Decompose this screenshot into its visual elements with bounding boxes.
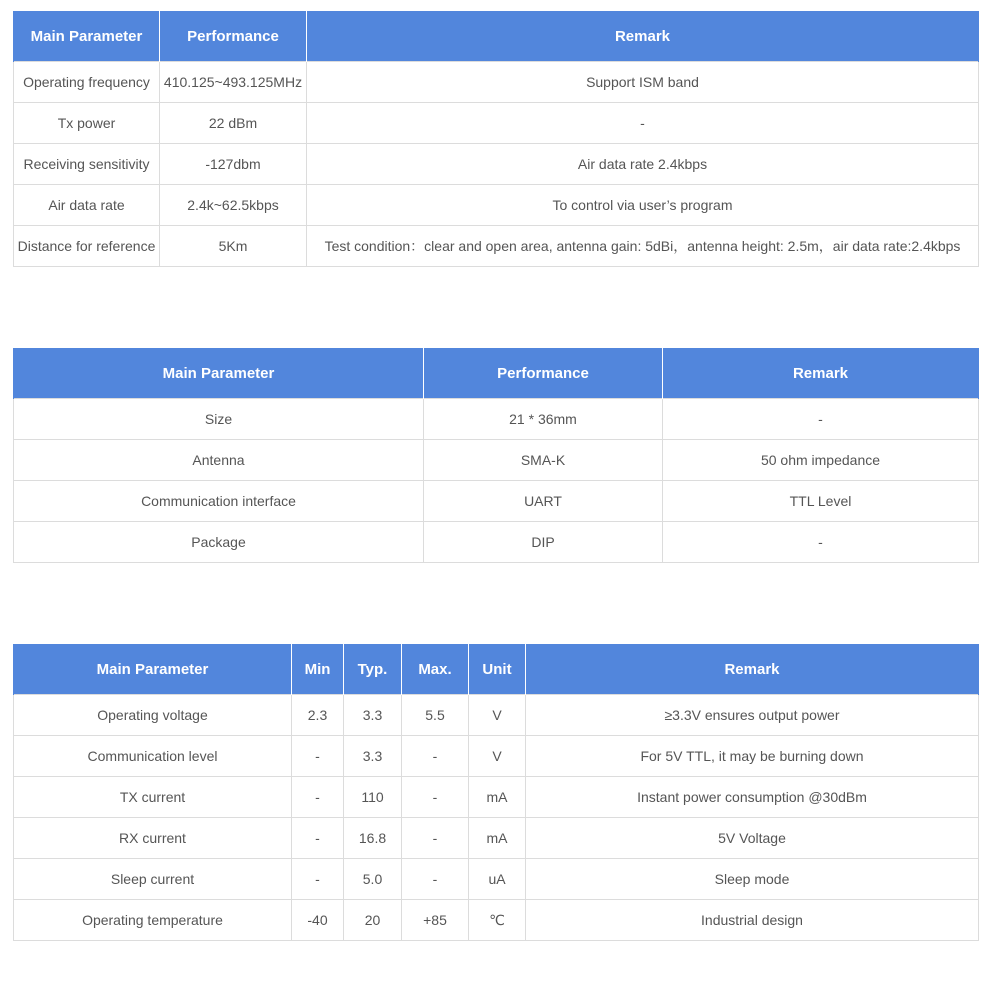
cell-parameter: Operating frequency bbox=[14, 62, 160, 103]
cell-performance: 2.4k~62.5kbps bbox=[160, 185, 307, 226]
header-remark: Remark bbox=[307, 11, 979, 62]
cell-parameter: Communication level bbox=[14, 736, 292, 777]
cell-performance: 410.125~493.125MHz bbox=[160, 62, 307, 103]
table-header-row bbox=[14, 644, 979, 695]
cell-parameter: Sleep current bbox=[14, 859, 292, 900]
table-row bbox=[14, 399, 979, 440]
header-main-parameter: Main Parameter bbox=[14, 348, 424, 399]
cell-remark: Instant power consumption @30dBm bbox=[526, 777, 979, 818]
cell-typ: 16.8 bbox=[344, 818, 402, 859]
cell-min: - bbox=[292, 818, 344, 859]
cell-remark: For 5V TTL, it may be burning down bbox=[526, 736, 979, 777]
header-performance: Performance bbox=[424, 348, 663, 399]
cell-min: 2.3 bbox=[292, 695, 344, 736]
table-row bbox=[14, 818, 979, 859]
cell-remark: TTL Level bbox=[663, 481, 979, 522]
cell-remark: Test condition：clear and open area, antenna gain: 5dBi，antenna height: 2.5m，air data rate:2.4kbps bbox=[307, 226, 979, 267]
table-row bbox=[14, 144, 979, 185]
cell-remark: ≥3.3V ensures output power bbox=[526, 695, 979, 736]
cell-parameter: Tx power bbox=[14, 103, 160, 144]
electrical-parameters-table bbox=[13, 644, 979, 941]
cell-remark: Air data rate 2.4kbps bbox=[307, 144, 979, 185]
table-row bbox=[14, 440, 979, 481]
cell-typ: 5.0 bbox=[344, 859, 402, 900]
cell-parameter: Operating voltage bbox=[14, 695, 292, 736]
cell-remark: To control via user’s program bbox=[307, 185, 979, 226]
cell-parameter: Communication interface bbox=[14, 481, 424, 522]
cell-parameter: RX current bbox=[14, 818, 292, 859]
header-min: Min bbox=[292, 644, 344, 695]
cell-remark: - bbox=[663, 399, 979, 440]
cell-performance: SMA-K bbox=[424, 440, 663, 481]
cell-parameter: Air data rate bbox=[14, 185, 160, 226]
cell-remark: 5V Voltage bbox=[526, 818, 979, 859]
table-row bbox=[14, 522, 979, 563]
cell-unit: V bbox=[469, 736, 526, 777]
cell-remark: - bbox=[663, 522, 979, 563]
table-row bbox=[14, 777, 979, 818]
cell-min: - bbox=[292, 736, 344, 777]
header-remark: Remark bbox=[526, 644, 979, 695]
cell-typ: 110 bbox=[344, 777, 402, 818]
cell-max: 5.5 bbox=[402, 695, 469, 736]
table-row bbox=[14, 695, 979, 736]
table-row bbox=[14, 103, 979, 144]
header-max: Max. bbox=[402, 644, 469, 695]
cell-parameter: Distance for reference bbox=[14, 226, 160, 267]
table-row bbox=[14, 736, 979, 777]
table-row bbox=[14, 481, 979, 522]
cell-typ: 3.3 bbox=[344, 695, 402, 736]
table-row bbox=[14, 62, 979, 103]
cell-remark: - bbox=[307, 103, 979, 144]
cell-performance: 22 dBm bbox=[160, 103, 307, 144]
cell-max: - bbox=[402, 859, 469, 900]
cell-parameter: Size bbox=[14, 399, 424, 440]
cell-unit: mA bbox=[469, 818, 526, 859]
cell-typ: 3.3 bbox=[344, 736, 402, 777]
cell-typ: 20 bbox=[344, 900, 402, 941]
cell-max: - bbox=[402, 818, 469, 859]
cell-unit: mA bbox=[469, 777, 526, 818]
cell-max: +85 bbox=[402, 900, 469, 941]
header-main-parameter: Main Parameter bbox=[14, 644, 292, 695]
cell-parameter: Receiving sensitivity bbox=[14, 144, 160, 185]
cell-unit: V bbox=[469, 695, 526, 736]
table-header-row bbox=[14, 11, 979, 62]
physical-parameters-table bbox=[13, 348, 979, 563]
cell-max: - bbox=[402, 736, 469, 777]
cell-min: - bbox=[292, 777, 344, 818]
cell-performance: 21 * 36mm bbox=[424, 399, 663, 440]
cell-remark: Support ISM band bbox=[307, 62, 979, 103]
table-row bbox=[14, 226, 979, 267]
table-row bbox=[14, 900, 979, 941]
rf-parameters-table bbox=[13, 11, 979, 267]
table-row bbox=[14, 859, 979, 900]
cell-performance: UART bbox=[424, 481, 663, 522]
cell-performance: -127dbm bbox=[160, 144, 307, 185]
table-header-row bbox=[14, 348, 979, 399]
header-typ: Typ. bbox=[344, 644, 402, 695]
cell-parameter: TX current bbox=[14, 777, 292, 818]
cell-remark: Sleep mode bbox=[526, 859, 979, 900]
table-row bbox=[14, 185, 979, 226]
header-performance: Performance bbox=[160, 11, 307, 62]
header-unit: Unit bbox=[469, 644, 526, 695]
cell-performance: 5Km bbox=[160, 226, 307, 267]
cell-parameter: Package bbox=[14, 522, 424, 563]
cell-unit: uA bbox=[469, 859, 526, 900]
cell-unit: ℃ bbox=[469, 900, 526, 941]
cell-parameter: Antenna bbox=[14, 440, 424, 481]
cell-remark: 50 ohm impedance bbox=[663, 440, 979, 481]
cell-min: - bbox=[292, 859, 344, 900]
cell-parameter: Operating temperature bbox=[14, 900, 292, 941]
cell-min: -40 bbox=[292, 900, 344, 941]
cell-performance: DIP bbox=[424, 522, 663, 563]
cell-remark: Industrial design bbox=[526, 900, 979, 941]
header-main-parameter: Main Parameter bbox=[14, 11, 160, 62]
cell-max: - bbox=[402, 777, 469, 818]
header-remark: Remark bbox=[663, 348, 979, 399]
